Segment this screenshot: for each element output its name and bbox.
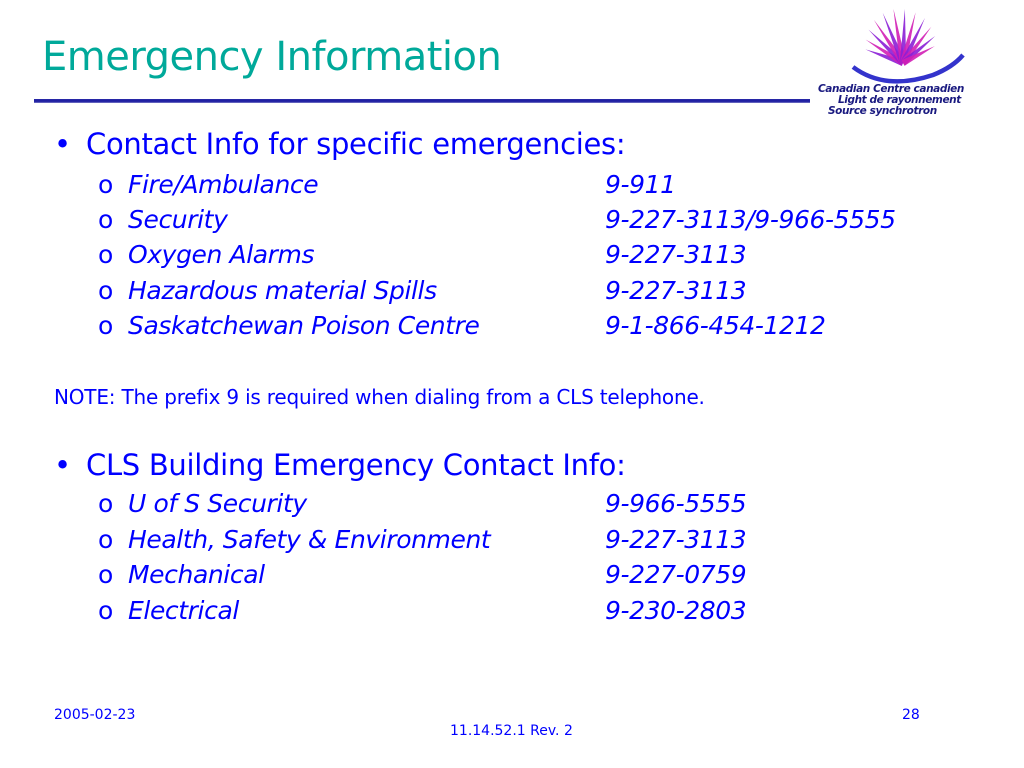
contact-name: Oxygen Alarms: [128, 240, 315, 269]
contact-name: Security: [128, 205, 228, 234]
item-marker: o: [98, 596, 113, 625]
bullet-marker: •: [54, 448, 71, 482]
footer-page-number: 28: [902, 707, 920, 723]
contact-phone: 9-966-5555: [605, 489, 747, 518]
contact-phone: 9-911: [605, 170, 676, 199]
contact-phone: 9-1-866-454-1212: [605, 311, 826, 340]
item-marker: o: [98, 525, 113, 554]
item-marker: o: [98, 170, 113, 199]
footer-date: 2005-02-23: [54, 707, 136, 723]
item-marker: o: [98, 276, 113, 305]
dialing-note: NOTE: The prefix 9 is required when dialing from a CLS telephone.: [54, 385, 705, 409]
item-marker: o: [98, 560, 113, 589]
logo-line-1: Canadian Centre canadien: [818, 83, 964, 95]
section2-heading-text: CLS Building Emergency Contact Info:: [86, 448, 626, 482]
contact-phone: 9-227-0759: [605, 560, 747, 589]
slide-title: Emergency Information: [42, 34, 502, 80]
contact-name: U of S Security: [128, 489, 307, 518]
contact-name: Electrical: [128, 596, 239, 625]
footer-doc-ref: 11.14.52.1 Rev. 2: [450, 723, 573, 739]
contact-name: Hazardous material Spills: [128, 276, 437, 305]
contact-name: Mechanical: [128, 560, 265, 589]
item-marker: o: [98, 205, 113, 234]
item-marker: o: [98, 240, 113, 269]
contact-phone: 9-227-3113: [605, 276, 747, 305]
title-divider: [34, 99, 810, 103]
item-marker: o: [98, 489, 113, 518]
bullet-marker: •: [54, 127, 71, 161]
section2-heading: [54, 448, 626, 482]
contact-name: Fire/Ambulance: [128, 170, 319, 199]
cls-logo-text: [818, 84, 963, 117]
item-marker: o: [98, 311, 113, 340]
logo-line-3: Source synchrotron: [828, 105, 937, 117]
section1-heading: [54, 127, 625, 161]
contact-phone: 9-227-3113: [605, 525, 747, 554]
contact-name: Saskatchewan Poison Centre: [128, 311, 480, 340]
contact-name: Health, Safety & Environment: [128, 525, 491, 554]
section1-heading-text: Contact Info for specific emergencies:: [86, 127, 626, 161]
contact-phone: 9-230-2803: [605, 596, 747, 625]
contact-phone: 9-227-3113: [605, 240, 747, 269]
logo-line-2: Light de rayonnement: [838, 94, 961, 106]
contact-phone: 9-227-3113/9-966-5555: [605, 205, 896, 234]
